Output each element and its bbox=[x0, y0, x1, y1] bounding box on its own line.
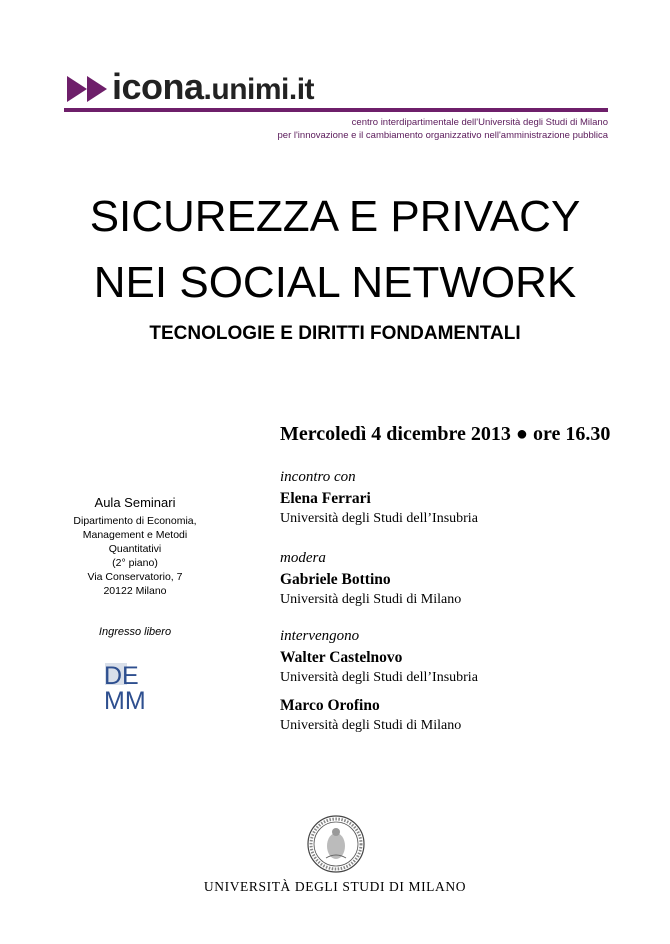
play-arrows-icon bbox=[67, 74, 111, 104]
title-line1: SICUREZZA E PRIVACY bbox=[89, 192, 581, 241]
header-rule bbox=[64, 108, 608, 112]
venue-title: Aula Seminari bbox=[94, 495, 176, 510]
entry-note: Ingresso libero bbox=[98, 626, 172, 638]
speaker-affiliation: Università degli Studi dell’Insubria bbox=[280, 511, 478, 526]
moderator-name: Gabriele Bottino bbox=[280, 571, 391, 588]
university-seal-icon bbox=[306, 814, 366, 874]
venue-line: Quantitativi bbox=[108, 543, 162, 555]
speaker-affiliation: Università degli Studi di Milano bbox=[280, 718, 462, 733]
program-role: modera bbox=[280, 550, 326, 566]
venue-line: Via Conservatorio, 7 bbox=[87, 571, 183, 583]
subtitle: TECNOLOGIE E DIRITTI FONDAMENTALI bbox=[149, 323, 521, 344]
speaker-name: Walter Castelnovo bbox=[280, 649, 403, 666]
demm-logo-top: DE bbox=[104, 662, 139, 690]
header-tagline-line1: centro interdipartimentale dell'Università degli Studi di Milano bbox=[351, 117, 608, 128]
title-line2: NEI SOCIAL NETWORK bbox=[93, 258, 577, 307]
demm-logo-bottom: MM bbox=[104, 687, 146, 713]
speaker-name: Marco Orofino bbox=[280, 697, 380, 714]
event-date: Mercoledì 4 dicembre 2013 ● ore 16.30 bbox=[280, 423, 611, 445]
header-tagline-line2: per l'innovazione e il cambiamento organizzativo nell'amministrazione pubblica bbox=[277, 130, 608, 141]
demm-logo bbox=[104, 661, 160, 713]
speaker-affiliation: Università degli Studi dell’Insubria bbox=[280, 670, 478, 685]
icona-logo-text bbox=[112, 66, 314, 108]
program-role: incontro con bbox=[280, 469, 356, 485]
speaker-name: Elena Ferrari bbox=[280, 490, 371, 507]
logo-name: icona bbox=[112, 66, 204, 107]
moderator-affiliation: Università degli Studi di Milano bbox=[280, 592, 462, 607]
venue-line: 20122 Milano bbox=[103, 585, 167, 597]
venue-line: (2° piano) bbox=[112, 557, 158, 569]
program-role: intervengono bbox=[280, 628, 360, 644]
venue-line: Management e Metodi bbox=[82, 529, 188, 541]
venue-line: Dipartimento di Economia, bbox=[73, 515, 197, 527]
logo-domain: .unimi.it bbox=[203, 73, 315, 106]
university-name: UNIVERSITÀ DEGLI STUDI DI MILANO bbox=[203, 879, 467, 894]
